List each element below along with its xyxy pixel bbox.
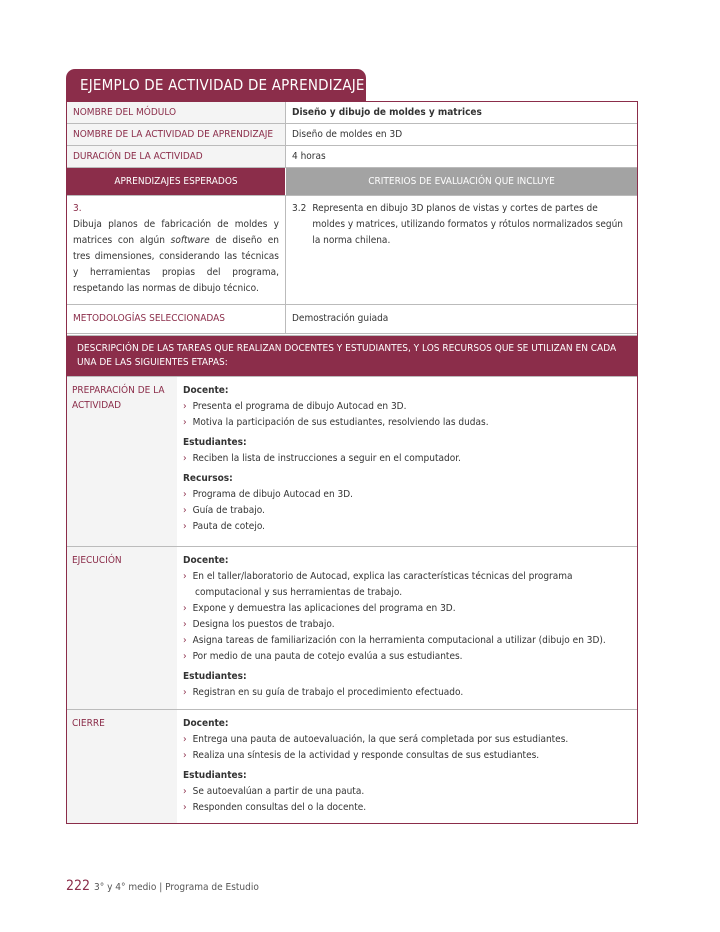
list-item: › Reciben la lista de instrucciones a seguir en el computador. [183,451,629,467]
stage-content [177,710,637,823]
list-item: › En el taller/laboratorio de Autocad, explica las características técnicas del programa computacional y sus herramientas de trabajo. [183,569,629,601]
task-list [183,451,629,467]
duration-label: DURACIÓN DE LA ACTIVIDAD [67,146,286,167]
learning-row [67,196,637,305]
criterio-text: Representa en dibujo 3D planos de vistas y cortes de partes de moldes y matrices, utilizando formatos y rótulos normalizados según la norma chilena. [312,203,623,246]
activity-table [66,101,638,824]
info-row [67,146,637,168]
stages [67,377,637,823]
criterio-number: 3.2 [292,203,307,214]
page-number: 222 [66,878,91,894]
task-list [183,685,629,701]
aprendizajes-header: APRENDIZAJES ESPERADOS [67,168,286,195]
group-title: Docente: [183,385,229,396]
info-row [67,124,637,146]
list-item: › Guía de trabajo. [183,503,629,519]
group-title: Estudiantes: [183,770,247,781]
list-item: › Expone y demuestra las aplicaciones del programa en 3D. [183,601,629,617]
activity-value: Diseño de moldes en 3D [292,129,403,140]
task-list [183,732,629,764]
stage-content [177,547,637,709]
duration-value: 4 horas [292,151,326,162]
stage-name: CIERRE [67,710,177,823]
list-item: › Asigna tareas de familiarización con la herramienta computacional a utilizar (dibujo en 3D). [183,633,629,649]
task-list [183,784,629,816]
list-item: › Programa de dibujo Autocad en 3D. [183,487,629,503]
description-header: DESCRIPCIÓN DE LAS TAREAS QUE REALIZAN DOCENTES Y ESTUDIANTES, Y LOS RECURSOS QUE SE UTILIZAN EN CADA UNA DE LAS SIGUIENTES ETAPAS: [67,336,637,377]
group-title: Estudiantes: [183,671,247,682]
list-item: › Entrega una pauta de autoevaluación, la que será completada por sus estudiantes. [183,732,629,748]
list-item: › Designa los puestos de trabajo. [183,617,629,633]
aprendizaje-text: de diseño en tres dimensiones, considerando las técnicas y herramientas propias del programa, respetando las normas de dibujo técnico. [73,235,280,294]
list-item: › Realiza una síntesis de la actividad y responde consultas de sus estudiantes. [183,748,629,764]
list-item: › Registran en su guía de trabajo el procedimiento efectuado. [183,685,629,701]
aprendizaje-text-em: software [170,235,210,246]
method-row [67,305,637,334]
aprendizaje-number: 3. [73,203,82,214]
task-list [183,569,629,665]
list-item: › Se autoevalúan a partir de una pauta. [183,784,629,800]
group-title: Recursos: [183,473,233,484]
task-list [183,487,629,535]
aprendizaje-cell [67,196,286,304]
stage-row [67,710,637,823]
stage-row [67,547,637,710]
group-title: Docente: [183,718,229,729]
footer [66,878,259,894]
module-label: NOMBRE DEL MÓDULO [67,102,286,123]
group-title: Docente: [183,555,229,566]
method-label: METODOLOGÍAS SELECCIONADAS [67,305,286,333]
header-row [67,168,637,196]
stage-name: EJECUCIÓN [67,547,177,709]
stage-row [67,377,637,547]
method-value: Demostración guiada [292,313,389,324]
criterios-header: CRITERIOS DE EVALUACIÓN QUE INCLUYE [286,168,637,195]
activity-label: NOMBRE DE LA ACTIVIDAD DE APRENDIZAJE [67,124,286,145]
list-item: › Pauta de cotejo. [183,519,629,535]
activity-title: EJEMPLO DE ACTIVIDAD DE APRENDIZAJE [66,69,366,101]
stage-name: PREPARACIÓN DE LA ACTIVIDAD [67,377,177,546]
aprendizaje-text: Dibuja planos de fabricación de moldes y matrices con algún [73,219,279,246]
info-row [67,102,637,124]
task-list [183,399,629,431]
list-item: › Responden consultas del o la docente. [183,800,629,816]
group-title: Estudiantes: [183,437,247,448]
list-item: › Presenta el programa de dibujo Autocad en 3D. [183,399,629,415]
list-item: › Por medio de una pauta de cotejo evalúa a sus estudiantes. [183,649,629,665]
stage-content [177,377,637,546]
list-item: › Motiva la participación de sus estudiantes, resolviendo las dudas. [183,415,629,431]
module-value: Diseño y dibujo de moldes y matrices [292,107,482,118]
criterio-cell [286,196,637,304]
footer-text: 3° y 4° medio | Programa de Estudio [94,882,259,893]
